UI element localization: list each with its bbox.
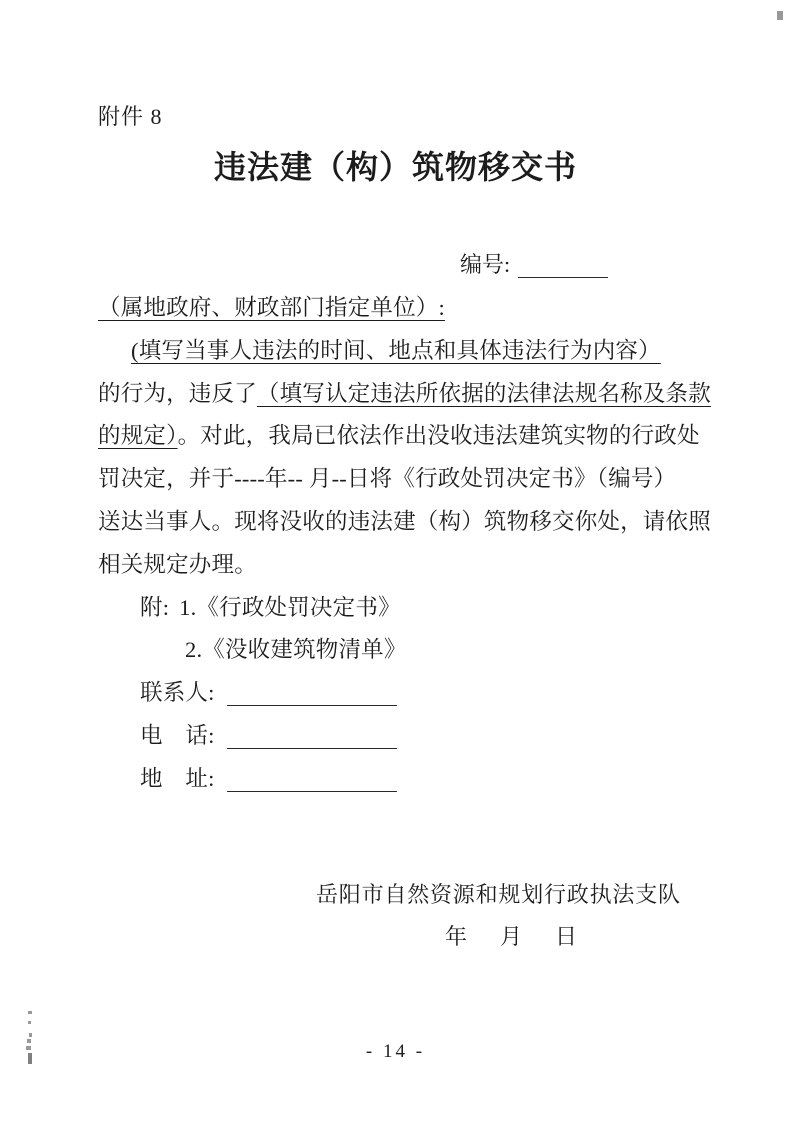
body-line-4-underlined: 的规定）: [98, 423, 178, 449]
contact-phone-blank-field: [227, 729, 397, 749]
scan-artifact: [26, 1046, 31, 1050]
contact-person-line: [98, 672, 704, 715]
body-line-6: [98, 501, 711, 544]
contact-phone-label: 电 话:: [140, 722, 215, 748]
body-line-7: [98, 544, 704, 587]
document-number-line: [460, 248, 608, 282]
contact-person-blank-field: [227, 686, 397, 706]
attachment-item-2: 2.《没收建筑物清单》: [185, 637, 407, 663]
contact-address-line: [98, 758, 704, 801]
body-line-4: [98, 415, 704, 458]
date-day-label: 日: [555, 924, 578, 949]
body-line-5-text: 罚决定，并于----年-- 月--日将《行政处罚决定书》（编号）: [98, 466, 677, 492]
fill-hint-line: [98, 330, 704, 373]
signature-date-line: [445, 920, 577, 951]
page-number: - 14 -: [365, 1041, 426, 1062]
attachment-number-label: 附件 8: [98, 104, 163, 129]
date-month-label: 月: [500, 924, 523, 949]
scan-artifact: [29, 1033, 32, 1037]
contact-person-label: 联系人:: [140, 680, 215, 706]
contact-address-label: 地 址:: [140, 765, 215, 791]
date-year-label: 年: [445, 924, 468, 949]
scan-artifact: [27, 1039, 31, 1043]
body-line-7-text: 相关规定办理。: [98, 551, 257, 577]
scan-artifact: [28, 1053, 32, 1064]
contact-address-blank-field: [227, 772, 397, 792]
body-line-5: [98, 458, 704, 501]
fill-hint-text: (填写当事人违法的时间、地点和具体违法行为内容）: [131, 337, 661, 363]
attachment-item-1: 1.《行政处罚决定书》: [179, 594, 401, 620]
document-title: 违法建（构）筑物移交书: [213, 149, 577, 185]
body-line-3-underlined: （填写认定违法所依据的法律法规名称及条款: [256, 380, 711, 406]
document-body: [98, 287, 711, 801]
attachment-item-line-2: [98, 629, 704, 672]
body-line-4-plain: 。对此，我局已依法作出没收违法建筑实物的行政处: [177, 423, 700, 449]
attachments-label: 附:: [140, 594, 170, 620]
attachment-item-line-1: [98, 587, 704, 630]
body-line-3: [98, 373, 711, 416]
body-line-3-plain: 的行为，违反了: [98, 380, 257, 406]
contact-phone-line: [98, 715, 704, 758]
scan-artifact: [28, 1021, 31, 1024]
number-label: 编号:: [460, 252, 511, 277]
body-line-6-text: 送达当事人。现将没收的违法建（构）筑物移交你处，请依照: [98, 508, 711, 534]
salutation-text: （属地政府、财政部门指定单位）:: [98, 295, 445, 320]
number-blank-field: [518, 258, 608, 278]
scan-artifact: [28, 1011, 32, 1014]
salutation-line: [98, 287, 704, 330]
signature-organization: 岳阳市自然资源和规划行政执法支队: [316, 882, 681, 907]
scan-artifact: [777, 11, 783, 20]
